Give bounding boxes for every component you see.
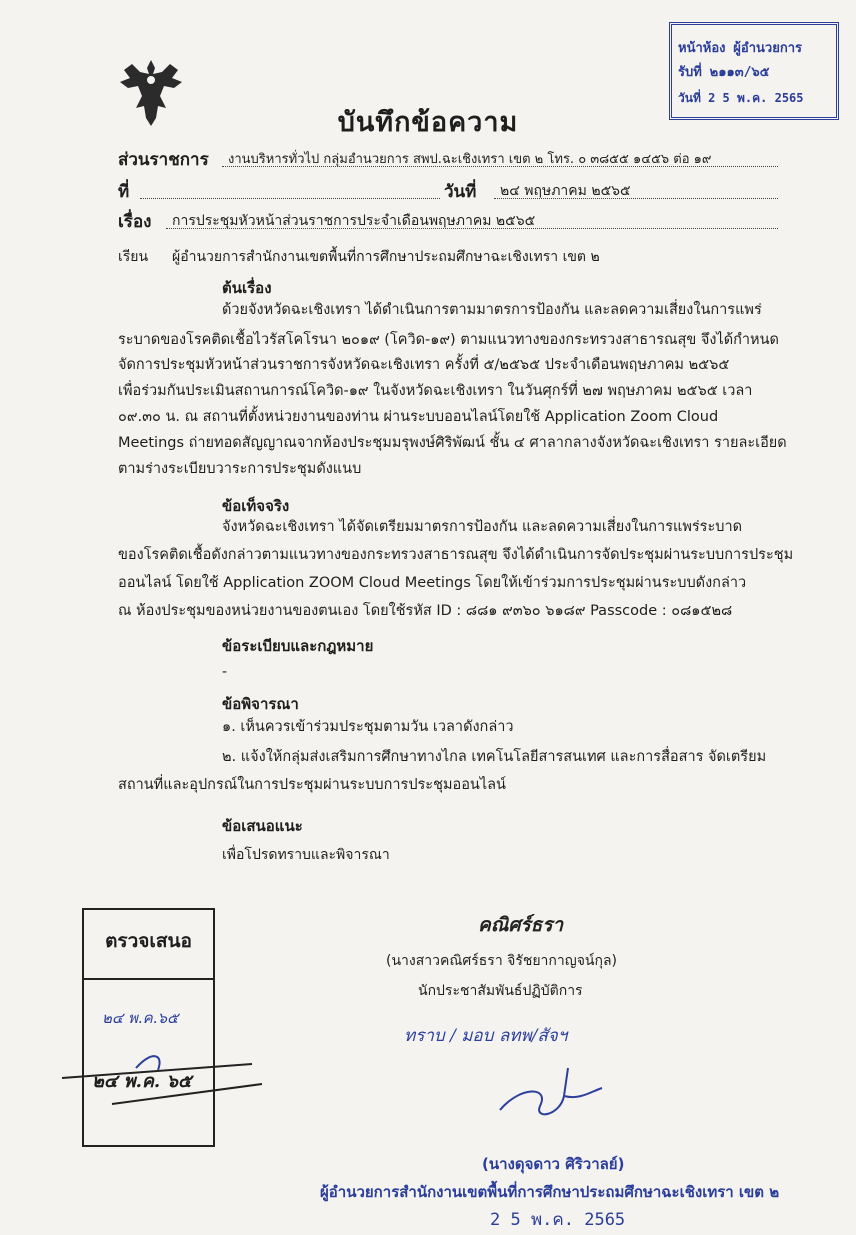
ref-line <box>140 178 440 199</box>
subject-label: เรื่อง <box>118 212 152 232</box>
background-line-4: เพื่อร่วมกันประเมินสถานการณ์โควิด-๑๙ ในจังหวัดฉะเชิงเทรา ในวันศุกร์ที่ ๒๗ พฤษภาคม ๒๕๖๕ เวลา <box>118 383 753 399</box>
stamp-receive-no: รับที่ ๒๑๑๓/๖๕ <box>678 65 770 80</box>
facts-line-4: ณ ห้องประชุมของหน่วยงานของตนเอง โดยใช้รหัส ID : ๘๘๑ ๙๓๖๐ ๖๑๘๙ Passcode : ๐๘๑๕๒๘ <box>118 603 733 619</box>
recommend-value: เพื่อโปรดทราบและพิจารณา <box>222 847 390 863</box>
background-line-5: ๐๙.๓๐ น. ณ สถานที่ตั้งหน่วยงานของท่าน ผ่านระบบออนไลน์โดยใช้ Application Zoom Cloud <box>118 409 719 425</box>
to-value: ผู้อำนวยการสำนักงานเขตพื้นที่การศึกษาประถมศึกษาฉะเชิงเทรา เขต ๒ <box>172 249 600 265</box>
consider-heading: ข้อพิจารณา <box>222 695 299 713</box>
consider-item-1: ๑. เห็นควรเข้าร่วมประชุมตามวัน เวลาดังกล่าว <box>222 719 514 735</box>
recommend-heading: ข้อเสนอแนะ <box>222 817 303 835</box>
agency-value: งานบริหารทั่วไป กลุ่มอำนวยการ สพป.ฉะเชิงเทรา เขต ๒ โทร. ๐ ๓๘๕๕ ๑๔๕๖ ต่อ ๑๙ <box>228 152 712 167</box>
agency-label: ส่วนราชการ <box>118 150 209 170</box>
signer2-position: ผู้อำนวยการสำนักงานเขตพื้นที่การศึกษาประถมศึกษาฉะเชิงเทรา เขต ๒ <box>320 1183 780 1201</box>
facts-line-3: ออนไลน์ โดยใช้ Application ZOOM Cloud Meetings โดยให้เข้าร่วมการประชุมผ่านระบบดังกล่าว <box>118 575 747 591</box>
background-line-6: Meetings ถ่ายทอดสัญญาณจากห้องประชุมมรุพงษ์ศิริพัฒน์ ชั้น ๔ ศาลากลางจังหวัดฉะเชิงเทรา รายละเอียด <box>118 435 787 451</box>
review-box-title: ตรวจเสนอ <box>84 910 213 980</box>
ref-label: ที่ <box>118 182 130 202</box>
handwritten-note: ทราบ / มอบ ลทพ/สัจฯ <box>404 1026 568 1046</box>
review-signature-strokes <box>52 1040 272 1120</box>
facts-line-1: จังหวัดฉะเชิงเทรา ได้จัดเตรียมมาตรการป้องกัน และลดความเสี่ยงในการแพร่ระบาด <box>222 519 743 535</box>
review-date-2: ๒๔ พ.ค. ๖๕ <box>92 1071 192 1092</box>
facts-heading: ข้อเท็จจริง <box>222 497 290 515</box>
consider-item-2-cont: สถานที่และอุปกรณ์ในการประชุมผ่านระบบการประชุมออนไลน์ <box>118 777 506 793</box>
page-title: บันทึกข้อความ <box>337 107 519 138</box>
consider-item-2: ๒. แจ้งให้กลุ่มส่งเสริมการศึกษาทางไกล เทคโนโลยีสารสนเทศ และการสื่อสาร จัดเตรียม <box>222 749 767 765</box>
background-line-7: ตามร่างระเบียบวาระการประชุมดังแนบ <box>118 461 362 477</box>
signer2-name: (นางดุจดาว ศิริวาลย์) <box>482 1155 625 1173</box>
subject-value: การประชุมหัวหน้าส่วนราชการประจำเดือนพฤษภาคม ๒๕๖๕ <box>172 213 536 229</box>
director-signature-icon <box>490 1066 610 1136</box>
signer1-signature: คณิศร์ธรา <box>478 914 564 936</box>
signer1-position: นักประชาสัมพันธ์ปฏิบัติการ <box>418 983 583 999</box>
law-value: - <box>222 664 228 680</box>
to-label: เรียน <box>118 249 149 265</box>
facts-line-2: ของโรคติดเชื้อดังกล่าวตามแนวทางของกระทรวงสาธารณสุข จึงได้ดำเนินการจัดประชุมผ่านระบบการประชุม <box>118 547 794 563</box>
date-value: ๒๔ พฤษภาคม ๒๕๖๕ <box>500 183 631 199</box>
date-label: วันที่ <box>444 182 477 202</box>
background-line-2: ระบาดของโรคติดเชื้อไวรัสโคโรนา ๒๐๑๙ (โควิด-๑๙) ตามแนวทางของกระทรวงสาธารณสุข จึงได้กำหนด <box>118 332 779 348</box>
background-heading: ต้นเรื่อง <box>222 279 272 297</box>
stamp-date: วันที่ 2 5 พ.ค. 2565 <box>678 91 804 105</box>
background-line-1: ด้วยจังหวัดฉะเชิงเทรา ได้ดำเนินการตามมาตรการป้องกัน และลดความเสี่ยงในการแพร่ <box>222 302 762 318</box>
background-line-3: จัดการประชุมหัวหน้าส่วนราชการจังหวัดฉะเชิงเทรา ครั้งที่ ๕/๒๕๖๕ ประจำเดือนพฤษภาคม ๒๕๖๕ <box>118 357 730 373</box>
signer2-date: 2 5 พ.ค. 2565 <box>490 1210 626 1230</box>
signer1-name: (นางสาวคณิศร์ธรา จิรัชยากาญจน์กุล) <box>386 953 617 969</box>
stamp-line-1: หน้าห้อง ผู้อำนวยการ <box>678 41 802 56</box>
review-date-1: ๒๔ พ.ค.๖๕ <box>102 1009 179 1027</box>
law-heading: ข้อระเบียบและกฎหมาย <box>222 637 374 655</box>
